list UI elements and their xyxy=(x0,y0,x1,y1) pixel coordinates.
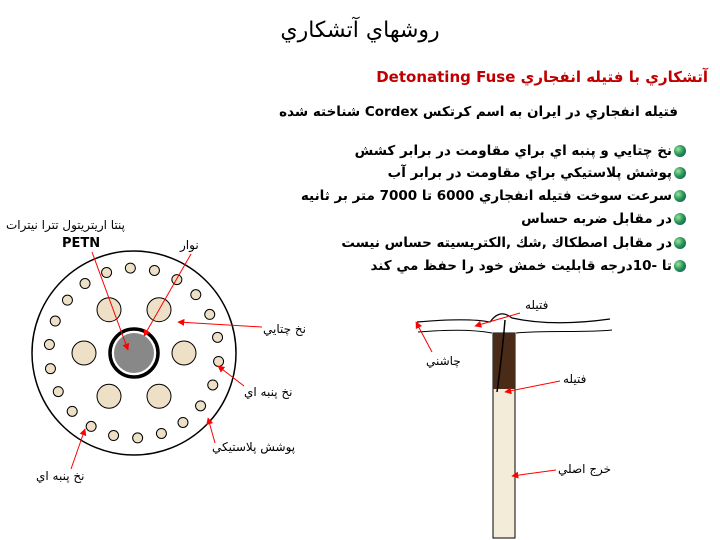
cotton-thread xyxy=(86,421,96,431)
subtitle: آتشكاري با فتيله انفجاري Detonating Fuse xyxy=(376,68,708,86)
jute-thread xyxy=(147,384,171,408)
jute-thread xyxy=(172,341,196,365)
cotton-thread xyxy=(102,268,112,278)
cotton-thread xyxy=(67,406,77,416)
cotton-label-2: نخ پنبه اي xyxy=(36,469,85,483)
bullet-text: پوشش پلاستيكي براي مقاومت در برابر آب xyxy=(387,165,672,181)
cotton-thread xyxy=(196,401,206,411)
cotton-thread xyxy=(133,433,143,443)
cotton-thread xyxy=(53,387,63,397)
cotton-thread xyxy=(44,340,54,350)
petn-label: پنتا اريتريتول تترا نيترات xyxy=(6,218,126,232)
bullet-text: در مقابل ضربه حساس xyxy=(521,211,672,227)
stemming-label: چاشني xyxy=(426,354,461,368)
cotton-thread xyxy=(191,290,201,300)
fuse-cross-section xyxy=(32,251,236,455)
cotton-thread xyxy=(214,356,224,366)
cotton-label: نخ پنبه اي xyxy=(244,385,293,399)
petn-core xyxy=(114,333,154,373)
cotton-thread xyxy=(178,417,188,427)
bullet-text: سرعت سوخت فتيله انفجاري 6000 تا 7000 متر بر ثانيه xyxy=(300,188,672,204)
plastic-label: پوشش پلاستيكي xyxy=(212,440,296,454)
cotton-thread xyxy=(156,428,166,438)
jute-thread xyxy=(72,341,96,365)
bullet-text: در مقابل اصطكاك ,شك ,الكتريسيته حساس نيست xyxy=(341,235,672,251)
tape-label: نوار xyxy=(180,238,199,252)
jute-thread xyxy=(97,384,121,408)
stemming-arrow xyxy=(416,322,432,352)
cotton-thread xyxy=(45,364,55,374)
bullet-text: نخ چتايي و پنبه اي براي مقاومت در برابر كشش xyxy=(354,143,672,159)
jute-thread xyxy=(97,298,121,322)
fuse-label: فتيله xyxy=(563,372,587,386)
borehole-diagram xyxy=(417,314,612,538)
fuse-top-label: فتيله xyxy=(525,298,549,312)
cotton-thread xyxy=(208,380,218,390)
cotton-thread xyxy=(109,431,119,441)
cotton-thread xyxy=(149,265,159,275)
charge-label: خرج اصلي xyxy=(558,462,612,476)
jute-label: نخ چتايي xyxy=(263,322,306,336)
cotton-thread xyxy=(80,279,90,289)
cotton-thread xyxy=(205,309,215,319)
cotton-thread xyxy=(50,316,60,326)
cotton-thread xyxy=(213,332,223,342)
cotton-thread xyxy=(62,295,72,305)
petn-abbr-label: PETN xyxy=(62,236,101,251)
intro-text: فتيله انفجاري در ايران به اسم كرتكس Cordex شناخته شده xyxy=(279,104,678,120)
cotton-thread xyxy=(125,263,135,273)
charge-arrow xyxy=(512,470,556,476)
bullet-text: تا -10درجه قابليت خمش خود را حفظ مي كند xyxy=(370,258,672,274)
page-title: روشهاي آتشكاري xyxy=(280,18,440,43)
stemming-section xyxy=(493,333,515,389)
